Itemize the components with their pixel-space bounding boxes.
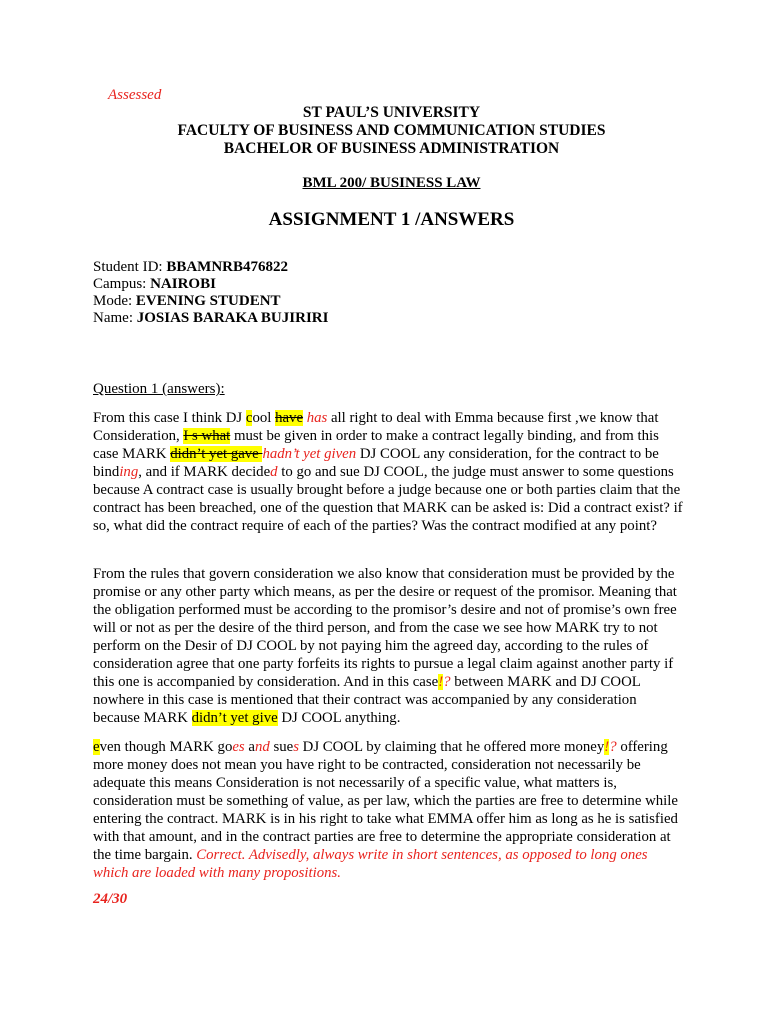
p2-text-3: DJ COOL anything. (277, 710, 401, 726)
campus-line (93, 276, 216, 293)
p3-question-mark: ? (609, 739, 617, 755)
p3-text-1: ven though MARK go (99, 739, 233, 755)
score-mark: 24/30 (93, 891, 128, 907)
answer-paragraph-1 (93, 409, 685, 535)
p2-text-1: From the rules that govern consideration we also know that consideration must be provided by the promise or any other party which means, as per the desire or request of the promisor. Meaning that the obligation performed must be according to the promisor’s desire and not of promise’s own free will or not as per the desire of the third person, and from the case we see how MARK try to not perform on the Desir of DJ COOL by not paying him the agreed day, according to the rules of consideration agree that one party forfeits its rights to pursue a legal claim against another party if this one is accompanied by consideration. And in this case (93, 566, 677, 690)
name-line (93, 310, 328, 327)
p1-correction-has: has (303, 410, 331, 426)
answer-paragraph-3 (93, 738, 685, 882)
campus-label: Campus: (93, 276, 151, 292)
p3-correction-s: s (293, 739, 299, 755)
p3-highlight-exclaim: ! (604, 739, 610, 755)
p1-strike-have: have (275, 410, 304, 426)
p3-highlight-e: e (93, 739, 100, 755)
program-title: BACHELOR OF BUSINESS ADMINISTRATION (223, 140, 560, 157)
p1-highlight-c: c (245, 410, 253, 426)
mode-line (93, 293, 281, 310)
p1-text-5: DJ COOL any consideration, for the contract to be bind (93, 446, 659, 480)
university-title: ST PAUL’S UNIVERSITY (302, 104, 481, 121)
student-id-line (93, 259, 288, 276)
p3-text-4: DJ COOL by claiming that he offered more money (298, 739, 605, 755)
student-id-label: Student ID: (93, 259, 167, 275)
name-value: JOSIAS BARAKA BUJIRIRI (136, 310, 329, 326)
p1-text-1: From this case I think DJ (93, 410, 246, 426)
course-title: BML 200/ BUSINESS LAW (302, 175, 481, 191)
p1-strike-is-what: I s what (183, 428, 231, 444)
campus-value: NAIROBI (150, 276, 216, 292)
p1-strike-didnt-gave: didn’t yet gave (170, 446, 263, 462)
p2-text-2: between MARK and DJ COOL nowhere in this case is mentioned that their contract was accompanied by any consideration because MARK (93, 674, 641, 726)
p1-text-2: ool (252, 410, 276, 426)
mode-value: EVENING STUDENT (135, 293, 281, 309)
p3-text-2: a (244, 739, 255, 755)
p3-correction-es: es (232, 739, 245, 755)
assessed-mark: Assessed (108, 87, 162, 103)
assignment-title: ASSIGNMENT 1 /ANSWERS (268, 209, 515, 230)
p3-text-3: sue (269, 739, 294, 755)
mode-label: Mode: (93, 293, 136, 309)
p3-correction-nd: nd (254, 739, 270, 755)
question-heading: Question 1 (answers): (93, 381, 225, 397)
answer-paragraph-2 (93, 565, 685, 727)
p2-highlight-didnt-give: didn’t yet give (191, 710, 278, 726)
p3-text-5: offering more money does not mean you have right to be contracted, consideration not necessarily be adequate this means Consideration is not necessarily of a specific value, what matters is, consideration must be something of value, as per law, which the parties are free to determine while entering the contract. MARK is in his right to take what EMMA offer him as long as he is satisfied with that amount, and in the contract parties are free to determine the appropriate consideration at the time bargain. (93, 739, 678, 863)
p1-text-7: to go and sue DJ COOL, the judge must answer to some questions because A contract case is usually brought before a judge because one or both parties claim that the contract has been breached, one of the question that MARK can be asked is: Did a contract exist? if so, what did the contract require of each of the parties? Was the contract modified at any point? (93, 464, 683, 534)
p1-text-3: all right to deal with Emma because first ,we know that Consideration, (93, 410, 659, 444)
p2-highlight-exclaim: ! (438, 674, 444, 690)
p1-correction-ing: ing (119, 464, 139, 480)
name-label: Name: (93, 310, 137, 326)
p1-correction-hadnt: hadn’t yet given (262, 446, 357, 462)
grader-comment: Correct. Advisedly, always write in short sentences, as opposed to long ones which are loaded with many propositions. (93, 847, 648, 881)
p1-text-6: , and if MARK decide (138, 464, 271, 480)
p1-text-4: must be given in order to make a contract legally binding, and from this case MARK (93, 428, 659, 462)
student-id-value: BBAMNRB476822 (166, 259, 289, 275)
faculty-title: FACULTY OF BUSINESS AND COMMUNICATION STUDIES (177, 122, 606, 139)
p1-correction-d: d (270, 464, 278, 480)
p2-question-mark: ? (443, 674, 451, 690)
